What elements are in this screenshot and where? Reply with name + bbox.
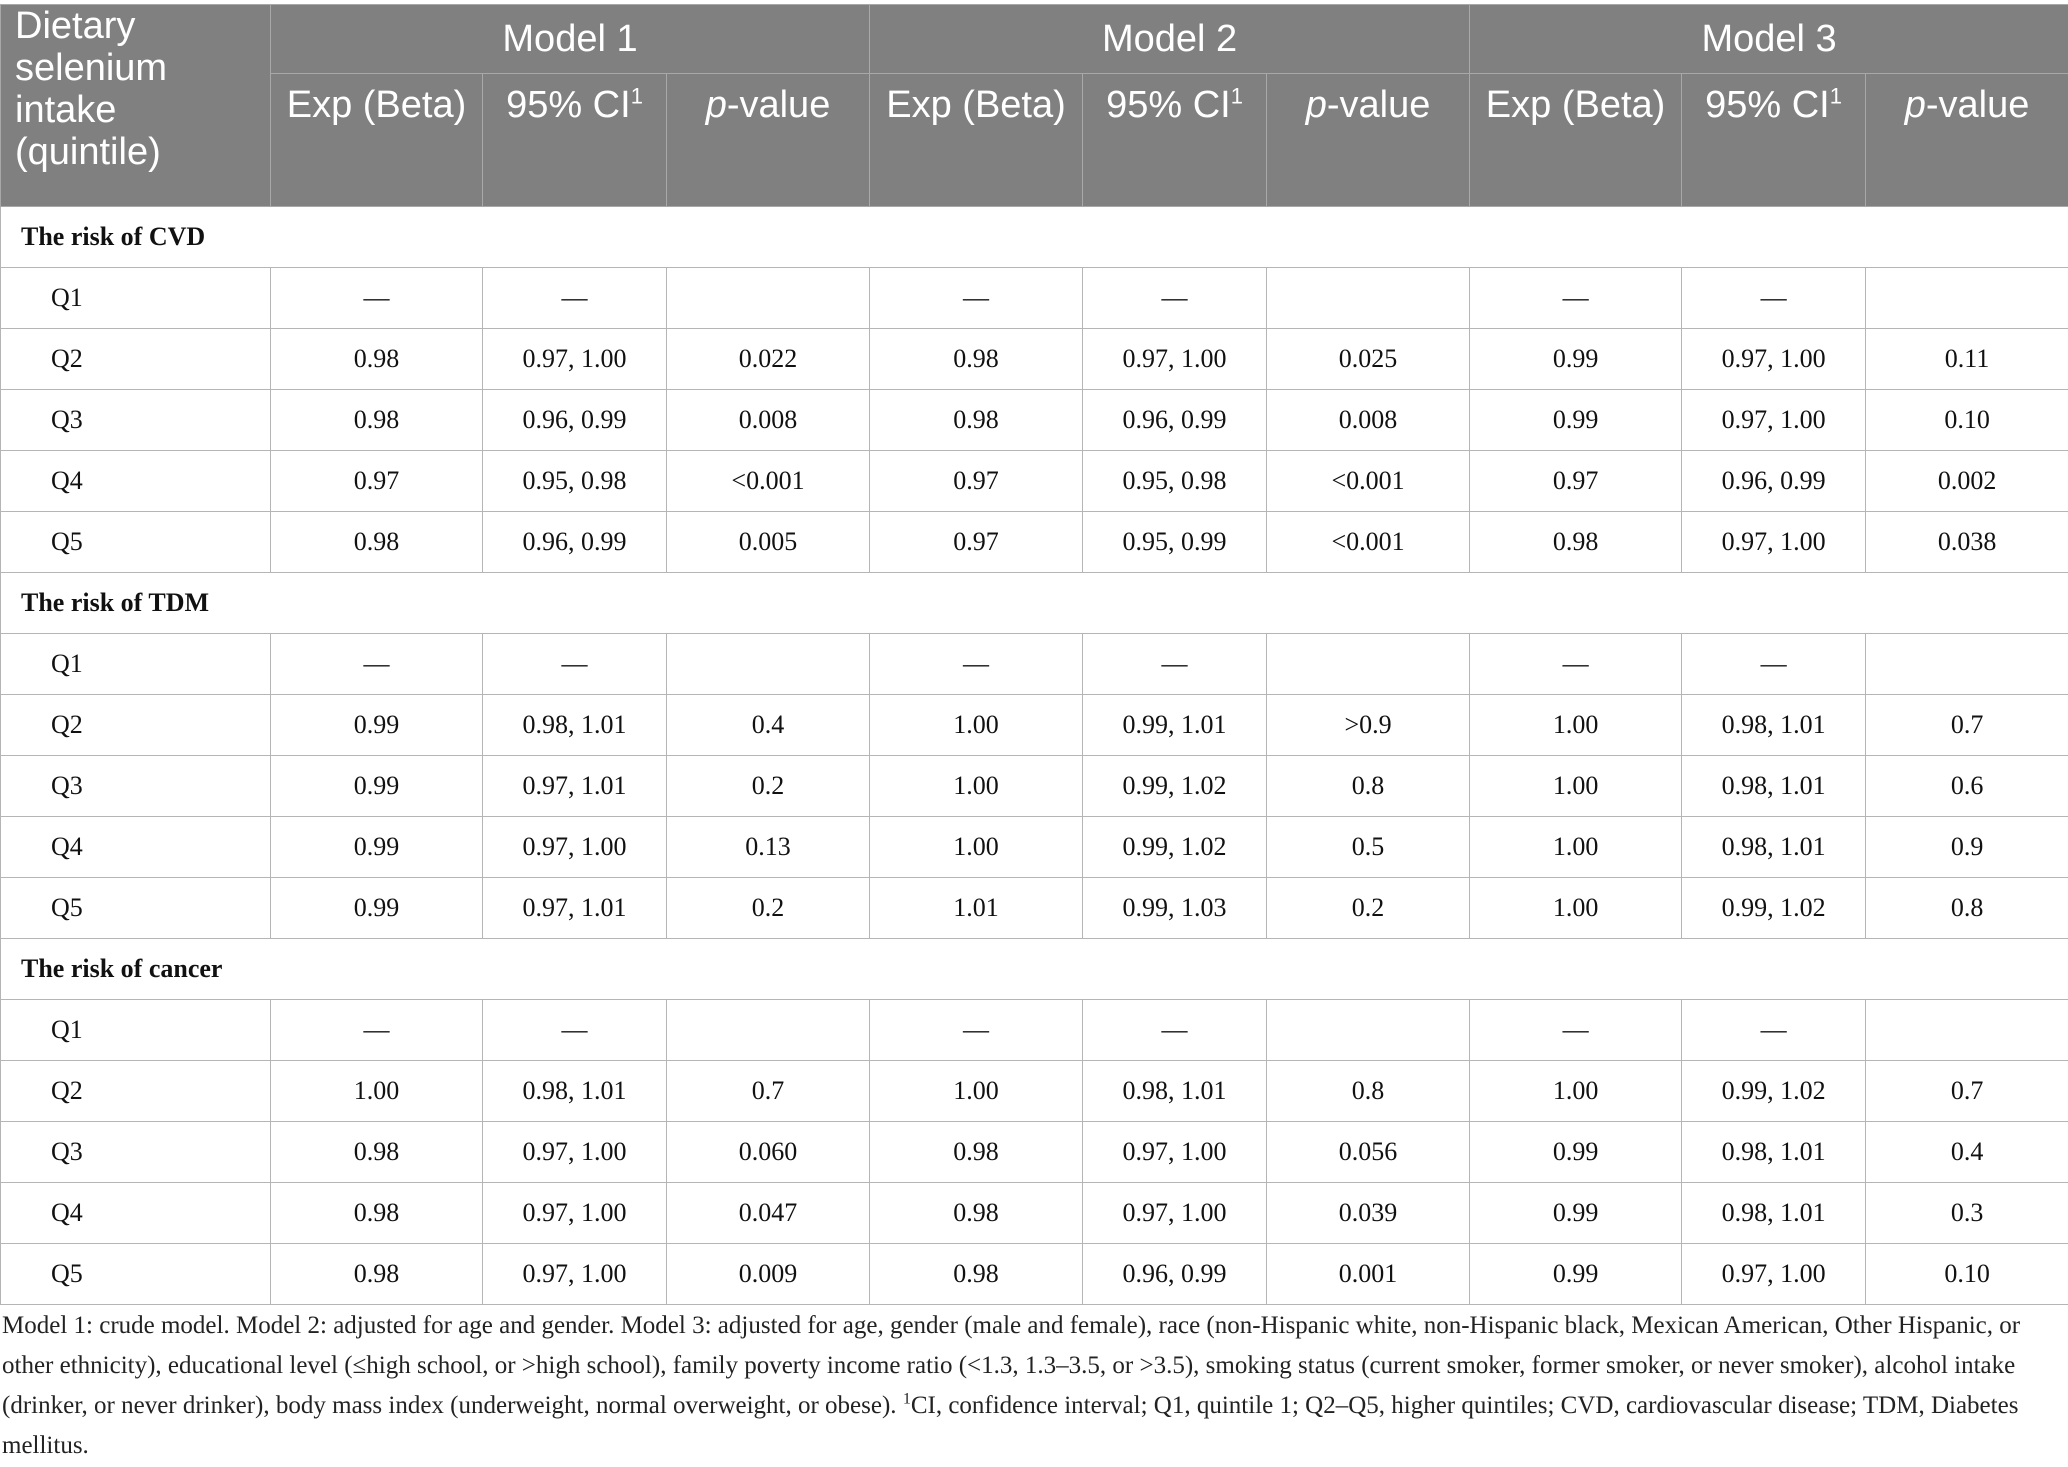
- table-row: [1, 817, 2068, 878]
- header-p-rest: -value: [1326, 84, 1431, 126]
- table-cell: 0.98, 1.01: [1083, 1061, 1267, 1122]
- quintile-label: Q4: [1, 451, 271, 512]
- table-cell: 0.99: [271, 817, 483, 878]
- footnote-models: Model 1: crude model. Model 2: adjusted for age and gender. Model 3: adjusted for age, gender (male and female), race (non-Hispanic white, non-Hispanic black, Mexican American, Other Hispanic, or other ethnicity), educational level (≤high school, or >high school), family poverty income ratio (<1.3, 1.3–3.5, or >3.5), smoking status (current smoker, former smoker, or never smoker), alcohol intake (drinker, or never drinker), body mass index (underweight, normal overweight, or obese).: [2, 1312, 2021, 1419]
- quintile-label: Q5: [1, 1244, 271, 1305]
- quintile-label: Q4: [1, 817, 271, 878]
- table-row: [1, 1244, 2068, 1305]
- table-cell: 0.047: [667, 1183, 870, 1244]
- header-ci-footnote-mark: 1: [630, 83, 643, 109]
- table-cell: 0.6: [1866, 756, 2068, 817]
- table-cell: [1267, 1000, 1470, 1061]
- table-cell: —: [870, 268, 1083, 329]
- table-cell: 0.008: [667, 390, 870, 451]
- table-cell: 0.97, 1.00: [1682, 1244, 1866, 1305]
- table-cell: 0.98, 1.01: [483, 695, 667, 756]
- table-cell: 0.99, 1.03: [1083, 878, 1267, 939]
- table-row: [1, 756, 2068, 817]
- header-ci-label: 95% CI: [506, 84, 631, 126]
- table-cell: 1.00: [870, 695, 1083, 756]
- table-cell: 0.96, 0.99: [1682, 451, 1866, 512]
- table-cell: 1.00: [1470, 817, 1682, 878]
- table-cell: 0.97, 1.00: [483, 329, 667, 390]
- table-cell: 0.8: [1267, 1061, 1470, 1122]
- table-cell: 1.00: [870, 756, 1083, 817]
- table-row: [1, 1122, 2068, 1183]
- table-cell: [667, 1000, 870, 1061]
- table-cell: 0.97, 1.00: [483, 817, 667, 878]
- table-cell: 0.97, 1.00: [1682, 512, 1866, 573]
- table-cell: —: [1083, 268, 1267, 329]
- header-quintile: Dietary selenium intake (quintile): [1, 5, 271, 207]
- table-cell: 1.00: [1470, 1061, 1682, 1122]
- table-cell: 0.97, 1.01: [483, 878, 667, 939]
- header-model-1: Model 1: [271, 5, 870, 74]
- header-model-2: Model 2: [870, 5, 1470, 74]
- table-cell: —: [870, 1000, 1083, 1061]
- table-cell: —: [1083, 1000, 1267, 1061]
- table-cell: 0.98: [870, 1122, 1083, 1183]
- table-cell: [1866, 268, 2068, 329]
- table-cell: 0.98: [870, 390, 1083, 451]
- table-cell: —: [271, 634, 483, 695]
- table-cell: 0.98, 1.01: [1682, 695, 1866, 756]
- table-cell: 0.98, 1.01: [1682, 1122, 1866, 1183]
- table-cell: —: [483, 1000, 667, 1061]
- footnote-abbreviations: CI, confidence interval; Q1, quintile 1; Q2–Q5, higher quintiles; CVD, cardiovascular disease; TDM, Diabetes mellitus.: [2, 1392, 2019, 1459]
- header-p-italic: p: [705, 84, 727, 126]
- table-cell: 0.99: [1470, 1244, 1682, 1305]
- header-95-ci: [1083, 74, 1267, 207]
- table-row: [1, 329, 2068, 390]
- table-cell: 0.99: [1470, 390, 1682, 451]
- table-row: [1, 878, 2068, 939]
- table-cell: —: [1470, 268, 1682, 329]
- table-cell: [1267, 634, 1470, 695]
- header-p-italic: p: [1305, 84, 1327, 126]
- table-cell: 0.99, 1.02: [1682, 1061, 1866, 1122]
- table-cell: 0.4: [1866, 1122, 2068, 1183]
- header-p-value: [1267, 74, 1470, 207]
- quintile-label: Q1: [1, 268, 271, 329]
- header-p-value: [1866, 74, 2068, 207]
- table-cell: 0.98: [271, 1122, 483, 1183]
- table-cell: 1.00: [1470, 878, 1682, 939]
- table-cell: 0.98: [870, 1244, 1083, 1305]
- table-cell: 0.002: [1866, 451, 2068, 512]
- sub-header-row: [1, 74, 2068, 207]
- table-cell: 0.96, 0.99: [483, 390, 667, 451]
- table-cell: 0.96, 0.99: [1083, 1244, 1267, 1305]
- table-cell: 0.038: [1866, 512, 2068, 573]
- table-cell: 0.060: [667, 1122, 870, 1183]
- quintile-label: Q5: [1, 878, 271, 939]
- table-cell: 0.5: [1267, 817, 1470, 878]
- table-cell: 0.99, 1.01: [1083, 695, 1267, 756]
- table-cell: 0.97, 1.00: [1083, 1183, 1267, 1244]
- table-cell: 0.7: [1866, 695, 2068, 756]
- table-cell: 1.00: [1470, 756, 1682, 817]
- table-cell: [667, 634, 870, 695]
- section-title: The risk of CVD: [1, 207, 2068, 268]
- table-cell: 0.10: [1866, 390, 2068, 451]
- section-row: [1, 939, 2068, 1000]
- table-cell: 0.97: [870, 451, 1083, 512]
- table-cell: 0.2: [667, 878, 870, 939]
- table-cell: 0.99, 1.02: [1083, 817, 1267, 878]
- table-cell: 0.005: [667, 512, 870, 573]
- table-cell: 0.97: [1470, 451, 1682, 512]
- table-row: [1, 1183, 2068, 1244]
- table-cell: 0.99: [271, 878, 483, 939]
- table-cell: 0.11: [1866, 329, 2068, 390]
- table-cell: 0.10: [1866, 1244, 2068, 1305]
- table-cell: 0.95, 0.98: [483, 451, 667, 512]
- table-cell: <0.001: [667, 451, 870, 512]
- table-cell: 0.98: [271, 329, 483, 390]
- table-cell: —: [271, 1000, 483, 1061]
- table-row: [1, 268, 2068, 329]
- table-cell: 0.022: [667, 329, 870, 390]
- table-cell: 0.99: [271, 695, 483, 756]
- section-row: [1, 207, 2068, 268]
- table-cell: 0.97, 1.00: [483, 1183, 667, 1244]
- table-cell: 0.97, 1.00: [1083, 1122, 1267, 1183]
- table-cell: —: [483, 634, 667, 695]
- table-cell: 0.97, 1.01: [483, 756, 667, 817]
- header-ci-label: 95% CI: [1106, 84, 1231, 126]
- footnote: [2, 1306, 2052, 1466]
- table-cell: 1.00: [1470, 695, 1682, 756]
- table-cell: [1866, 634, 2068, 695]
- header-exp-beta: Exp (Beta): [1470, 74, 1682, 207]
- header-p-rest: -value: [726, 84, 831, 126]
- table-cell: —: [483, 268, 667, 329]
- table-cell: 0.96, 0.99: [483, 512, 667, 573]
- table-row: [1, 451, 2068, 512]
- table-cell: 0.98: [271, 1244, 483, 1305]
- table-cell: 1.00: [271, 1061, 483, 1122]
- table-cell: —: [870, 634, 1083, 695]
- section-title: The risk of cancer: [1, 939, 2068, 1000]
- table-cell: 0.99: [1470, 1183, 1682, 1244]
- header-exp-beta: Exp (Beta): [870, 74, 1083, 207]
- table-cell: 0.025: [1267, 329, 1470, 390]
- table-cell: 0.98: [1470, 512, 1682, 573]
- header-model-3: Model 3: [1470, 5, 2068, 74]
- table-cell: <0.001: [1267, 512, 1470, 573]
- table-cell: —: [1470, 634, 1682, 695]
- header-95-ci: [483, 74, 667, 207]
- table-cell: 0.99: [1470, 1122, 1682, 1183]
- table-cell: 0.039: [1267, 1183, 1470, 1244]
- table-row: [1, 390, 2068, 451]
- table-cell: 0.8: [1866, 878, 2068, 939]
- section-title: The risk of TDM: [1, 573, 2068, 634]
- table-cell: 0.97: [271, 451, 483, 512]
- table-cell: 1.01: [870, 878, 1083, 939]
- footnote-sup: 1: [902, 1390, 911, 1408]
- table-cell: [1267, 268, 1470, 329]
- quintile-label: Q4: [1, 1183, 271, 1244]
- table-cell: 0.99, 1.02: [1682, 878, 1866, 939]
- table-cell: 0.98: [271, 390, 483, 451]
- header-exp-beta: Exp (Beta): [271, 74, 483, 207]
- table-cell: >0.9: [1267, 695, 1470, 756]
- table-row: [1, 695, 2068, 756]
- table-cell: 0.97, 1.00: [1682, 390, 1866, 451]
- table-cell: 0.95, 0.99: [1083, 512, 1267, 573]
- header-ci-label: 95% CI: [1705, 84, 1830, 126]
- header-p-value: [667, 74, 870, 207]
- table-cell: 0.98: [870, 329, 1083, 390]
- table-cell: 0.98, 1.01: [1682, 817, 1866, 878]
- header-ci-footnote-mark: 1: [1230, 83, 1243, 109]
- table-cell: —: [1470, 1000, 1682, 1061]
- table-cell: 0.98, 1.01: [483, 1061, 667, 1122]
- table-cell: —: [1083, 634, 1267, 695]
- header-ci-footnote-mark: 1: [1829, 83, 1842, 109]
- table-cell: 0.97: [870, 512, 1083, 573]
- quintile-label: Q2: [1, 695, 271, 756]
- table-cell: —: [1682, 1000, 1866, 1061]
- table-cell: 0.009: [667, 1244, 870, 1305]
- table-cell: 0.2: [667, 756, 870, 817]
- table-cell: 0.056: [1267, 1122, 1470, 1183]
- table-cell: 0.008: [1267, 390, 1470, 451]
- table-cell: 0.96, 0.99: [1083, 390, 1267, 451]
- table-body: [1, 207, 2068, 1305]
- table-cell: 0.98, 1.01: [1682, 756, 1866, 817]
- table-cell: [667, 268, 870, 329]
- table-cell: —: [1682, 634, 1866, 695]
- table-cell: 0.8: [1267, 756, 1470, 817]
- table-row: [1, 1061, 2068, 1122]
- table-row: [1, 512, 2068, 573]
- section-row: [1, 573, 2068, 634]
- table-cell: 0.7: [667, 1061, 870, 1122]
- quintile-label: Q3: [1, 756, 271, 817]
- table-cell: 0.97, 1.00: [1682, 329, 1866, 390]
- quintile-label: Q1: [1, 1000, 271, 1061]
- table-cell: 0.98: [271, 1183, 483, 1244]
- table-cell: 1.00: [870, 817, 1083, 878]
- table-cell: —: [271, 268, 483, 329]
- table-cell: 0.99: [271, 756, 483, 817]
- table-cell: 0.9: [1866, 817, 2068, 878]
- header-95-ci: [1682, 74, 1866, 207]
- header-p-rest: -value: [1925, 84, 2030, 126]
- quintile-label: Q3: [1, 1122, 271, 1183]
- results-table: [0, 4, 2068, 1305]
- table-row: [1, 634, 2068, 695]
- table-cell: 0.98, 1.01: [1682, 1183, 1866, 1244]
- table-cell: 0.98: [870, 1183, 1083, 1244]
- table-cell: 0.97, 1.00: [483, 1122, 667, 1183]
- table-cell: [1866, 1000, 2068, 1061]
- quintile-label: Q1: [1, 634, 271, 695]
- table-cell: 0.97, 1.00: [483, 1244, 667, 1305]
- table-cell: 0.3: [1866, 1183, 2068, 1244]
- table-cell: 0.001: [1267, 1244, 1470, 1305]
- header-p-italic: p: [1904, 84, 1926, 126]
- quintile-label: Q2: [1, 1061, 271, 1122]
- table-cell: 0.2: [1267, 878, 1470, 939]
- table-header: [1, 5, 2068, 207]
- table-cell: <0.001: [1267, 451, 1470, 512]
- table-cell: 1.00: [870, 1061, 1083, 1122]
- table-cell: 0.99: [1470, 329, 1682, 390]
- quintile-label: Q2: [1, 329, 271, 390]
- quintile-label: Q5: [1, 512, 271, 573]
- table-cell: 0.7: [1866, 1061, 2068, 1122]
- table-cell: 0.95, 0.98: [1083, 451, 1267, 512]
- table-cell: —: [1682, 268, 1866, 329]
- table-row: [1, 1000, 2068, 1061]
- table-cell: 0.99, 1.02: [1083, 756, 1267, 817]
- table-cell: 0.13: [667, 817, 870, 878]
- table-cell: 0.4: [667, 695, 870, 756]
- table-cell: 0.98: [271, 512, 483, 573]
- quintile-label: Q3: [1, 390, 271, 451]
- table-cell: 0.97, 1.00: [1083, 329, 1267, 390]
